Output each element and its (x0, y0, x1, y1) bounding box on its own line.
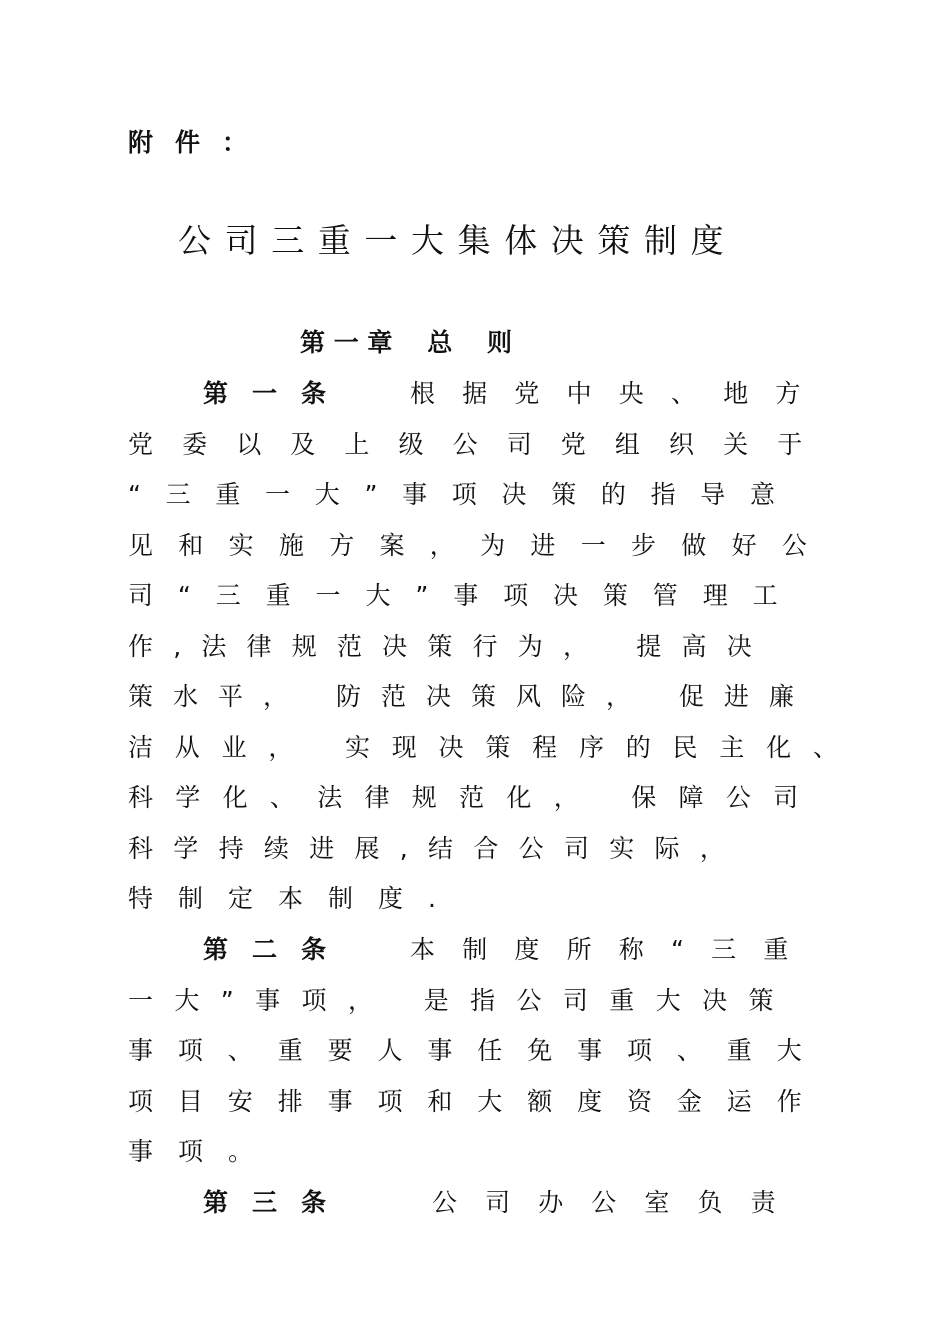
article-2-label: 第二条 (203, 935, 351, 964)
article-3-label: 第三条 (203, 1188, 351, 1217)
article-2-line-4: 项目安排事项和大额度资金运作 (128, 1087, 827, 1116)
article-2-line-2: 一大”事项， 是指公司重大决策 (128, 986, 795, 1015)
article-1-line-4: 见和实施方案，为进一步做好公 (128, 531, 833, 560)
article-1-label: 第一条 (203, 379, 351, 408)
article-1-line-11: 特制定本制度. (128, 884, 461, 913)
article-1-line-7: 策水平， 防范决策风险， 促进廉 (128, 682, 814, 711)
article-1-line-3: “三重一大”事项决策的指导意 (128, 480, 800, 509)
article-1-line-2: 党委以及上级公司党组织关于 (128, 430, 832, 459)
article-1-line-5: 司“三重一大”事项决策管理工 (128, 581, 803, 610)
article-1-line-6: 作,法律规范决策行为， 提高决 (128, 632, 772, 661)
article-1-line-1: 根据党中央、地方 (410, 379, 828, 408)
article-1-line-10: 科学持续进展,结合公司实际， (128, 834, 746, 863)
article-2-line-1: 本制度所称“三重 (410, 935, 816, 964)
chapter-heading: 第 一 章 总 则 (300, 328, 513, 357)
article-1-line-9: 科学化、法律规范化， 保障公司 (128, 783, 821, 812)
document-title: 公司三重一大集体决策制度 (178, 221, 738, 260)
article-2-line-5: 事项。 (128, 1137, 279, 1166)
attachment-label: 附件： (128, 128, 270, 157)
article-1-line-8: 洁从业， 实现决策程序的民主化、 (128, 733, 860, 762)
article-2-line-3: 事项、重要人事任免事项、重大 (128, 1036, 827, 1065)
article-3-line-1: 公司办公室负责 (432, 1188, 804, 1217)
